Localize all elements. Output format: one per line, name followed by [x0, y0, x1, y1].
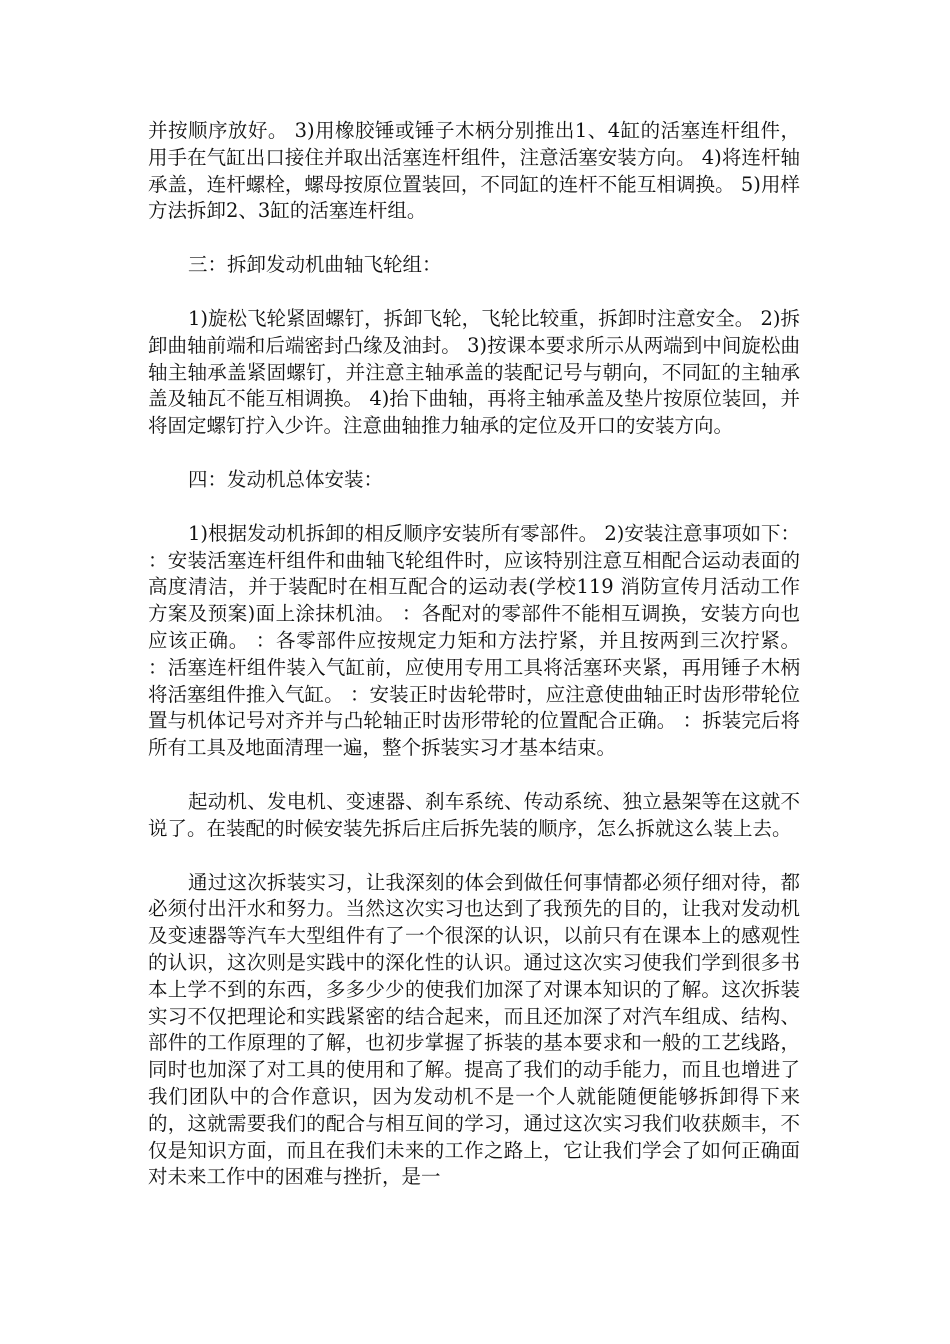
paragraph-assembly-notes: 1)根据发动机拆卸的相反顺序安装所有零部件。 2)安装注意事项如下： ：安装活塞连杆组件和曲轴飞轮组件时，应该特别注意互相配合运动表面的高度清洁，并于装配时在相互配合的运动表(学校119 消防宣传月活动工作方案及预案)面上涂抹机油。 ：各配对的零部件不能相互调换，安装方向也应该正确。 ：各零部件应按规定力矩和方法拧紧，并且按两到三次拧紧。 ：活塞连杆组件装入气缸前，应使用专用工具将活塞环夹紧，再用锤子木柄将活塞组件推入气缸。 ：安装正时齿轮带时，应注意使曲轴正时齿形带轮位置与机体记号对齐并与凸轮轴正时齿形带轮的位置配合正确。 ：拆装完后将所有工具及地面清理一遍，整个拆装实习才基本结束。 [148, 521, 800, 760]
paragraph-piston-removal: 并按顺序放好。 3)用橡胶锤或锤子木柄分别推出1、4缸的活塞连杆组件，用手在气缸出口接住并取出活塞连杆组件，注意活塞安装方向。 4)将连杆轴承盖，连杆螺栓，螺母按原位置装回，不同缸的连杆不能互相调换。 5)用样方法拆卸2、3缸的活塞连杆组。 [148, 119, 800, 223]
paragraph-crankshaft-removal: 1)旋松飞轮紧固螺钉，拆卸飞轮，飞轮比较重，拆卸时注意安全。 2)拆卸曲轴前端和后端密封凸缘及油封。 3)按课本要求所示从两端到中间旋松曲轴主轴承盖紧固螺钉，并注意主轴承盖的装配记号与朝向，不同缸的主轴承盖及轴瓦不能互相调换。 4)抬下曲轴，再将主轴承盖及垫片按原位装回，并将固定螺钉拧入少许。注意曲轴推力轴承的定位及开口的安装方向。 [148, 306, 800, 438]
paragraph-other-components: 起动机、发电机、变速器、刹车系统、传动系统、独立悬架等在这就不说了。在装配的时候安装先拆后庄后拆先装的顺序，怎么拆就这么装上去。 [148, 789, 800, 840]
document-page [148, 118, 800, 1191]
heading-engine-assembly: 四：发动机总体安装： [188, 467, 384, 491]
heading-crankshaft-flywheel: 三：拆卸发动机曲轴飞轮组： [188, 253, 442, 277]
paragraph-reflection: 通过这次拆装实习，让我深刻的体会到做任何事情都必须仔细对待，都必须付出汗水和努力。当然这次实习也达到了我预先的目的，让我对发动机及变速器等汽车大型组件有了一个很深的认识，以前只有在课本上的感观性的认识，这次则是实践中的深化性的认识。通过这次实习使我们学到很多书本上学不到的东西，多多少少的使我们加深了对课本知识的了解。这次拆装实习不仅把理论和实践紧密的结合起来，而且还加深了对汽车组成、结构、部件的工作原理的了解，也初步掌握了拆装的基本要求和一般的工艺线路，同时也加深了对工具的使用和了解。提高了我们的动手能力，而且也增进了我们团队中的合作意识，因为发动机不是一个人就能随便能够拆卸得下来的，这就需要我们的配合与相互间的学习，通过这次实习我们收获颇丰，不仅是知识方面，而且在我们未来的工作之路上，它让我们学会了如何正确面对未来工作中的困难与挫折，是一 [148, 870, 800, 1189]
